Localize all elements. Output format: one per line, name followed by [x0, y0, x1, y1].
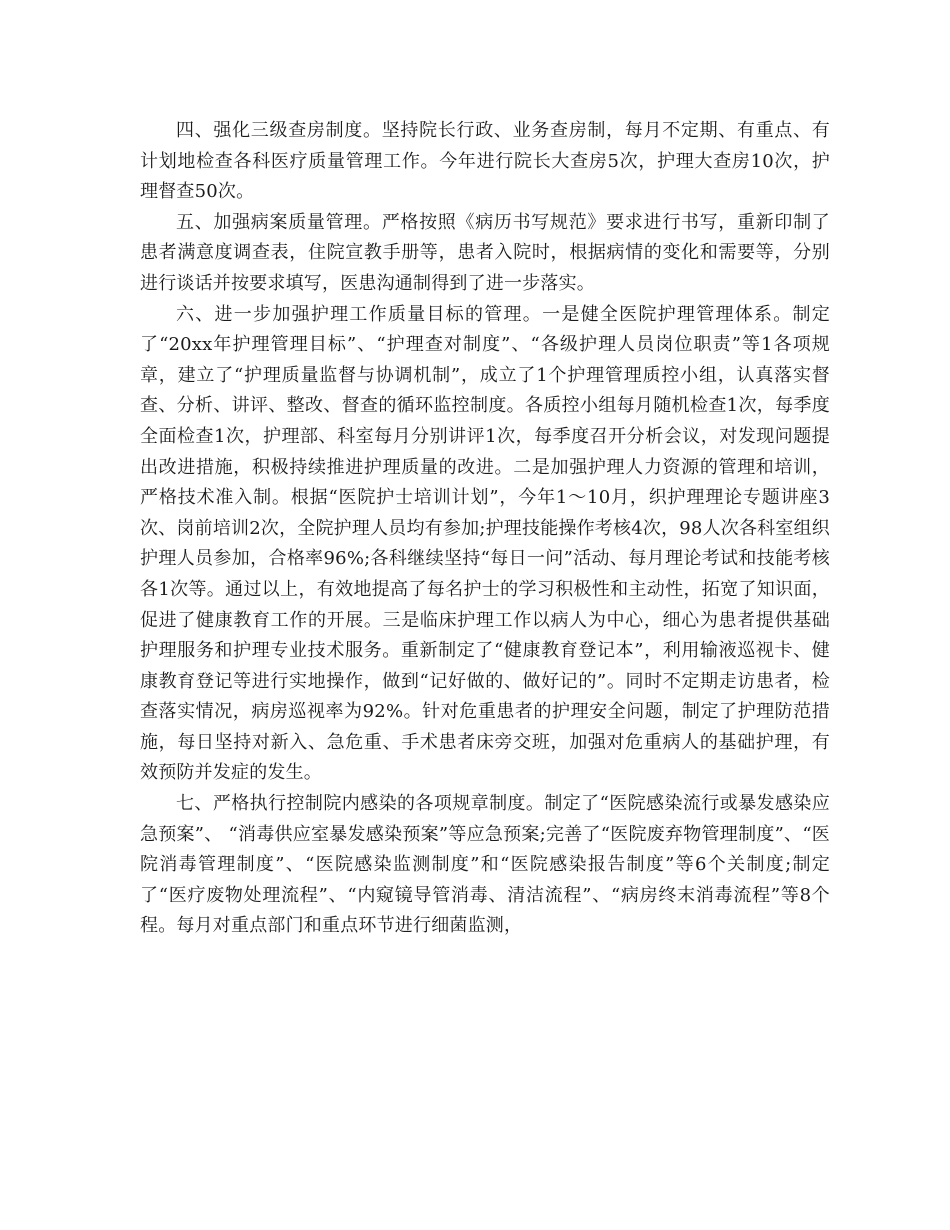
document-body: [140, 116, 830, 942]
paragraph-medical-records: 五、加强病案质量管理。严格按照《病历书写规范》要求进行书写，重新印制了患者满意度调查表，住院宣教手册等，患者入院时，根据病情的变化和需要等，分别进行谈话并按要求填写，医患沟通制得到了进一步落实。: [140, 211, 830, 294]
paragraph-ward-rounds: 四、强化三级查房制度。坚持院长行政、业务查房制，每月不定期、有重点、有计划地检查各科医疗质量管理工作。今年进行院长大查房5次，护理大查房10次，护理督查50次。: [140, 120, 830, 203]
paragraph-nursing-quality: 六、进一步加强护理工作质量目标的管理。一是健全医院护理管理体系。制定了“20xx年护理管理目标”、“护理查对制度”、“各级护理人员岗位职责”等1各项规章，建立了“护理质量监督与协调机制”，成立了1个护理管理质控小组，认真落实督查、分析、讲评、整改、督查的循环监控制度。各质控小组每月随机检查1次，每季度全面检查1次，护理部、科室每月分别讲评1次，每季度召开分析会议，对发现问题提出改进措施，积极持续推进护理质量的改进。二是加强护理人力资源的管理和培训，严格技术准入制。根据“医院护士培训计划”，今年1～10月，织护理理论专题讲座3次、岗前培训2次，全院护理人员均有参加;护理技能操作考核4次，98人次各科室组织护理人员参加，合格率96%;各科继续坚持“每日一问”活动、每月理论考试和技能考核各1次等。通过以上，有效地提高了每名护士的学习积极性和主动性，拓宽了知识面，促进了健康教育工作的开展。三是临床护理工作以病人为中心，细心为患者提供基础护理服务和护理专业技术服务。重新制定了“健康教育登记本”，利用输液巡视卡、健康教育登记等进行实地操作，做到“记好做的、做好记的”。同时不定期走访患者，检查落实情况，病房巡视率为92%。针对危重患者的护理安全问题，制定了护理防范措施，每日坚持对新入、急危重、手术患者床旁交班，加强对危重病人的基础护理，有效预防并发症的发生。: [140, 303, 830, 784]
paragraph-infection-control: 七、严格执行控制院内感染的各项规章制度。制定了“医院感染流行或暴发感染应急预案”、 “消毒供应室暴发感染预案”等应急预案;完善了“医院废弃物管理制度”、“医院消毒管理制度”、“医院感染监测制度”和“医院感染报告制度”等6个关制度;制定了“医疗废物处理流程”、“内窥镜导管消毒、清洁流程”、“病房终末消毒流程”等8个程。每月对重点部门和重点环节进行细菌监测，: [140, 793, 830, 937]
